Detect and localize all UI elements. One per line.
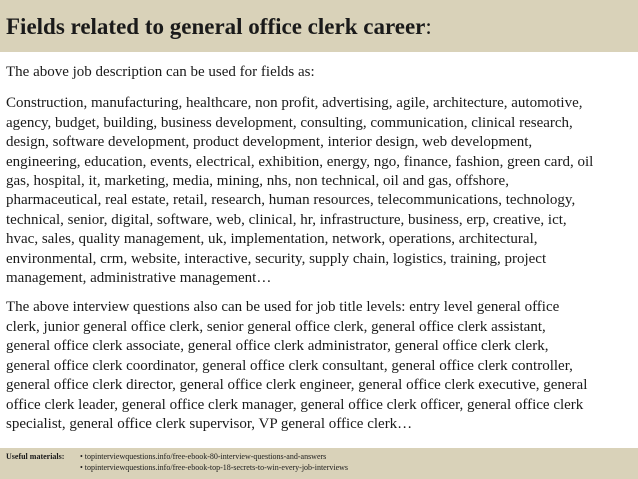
- footer-row: [6, 451, 638, 462]
- footer-link-80-questions[interactable]: • topinterviewquestions.info/free-ebook-80-interview-questions-and-answers: [80, 452, 327, 461]
- levels-line: The above interview questions also can be used for job title levels: entry level general office: [6, 299, 560, 316]
- footer-label: Useful materials:: [6, 452, 65, 461]
- fields-line: environmental, crm, website, interactive, security, supply chain, logistics, training, project: [6, 250, 547, 267]
- fields-paragraph: [6, 94, 634, 288]
- page-title: [6, 14, 638, 40]
- fields-line: agency, budget, building, business development, consulting, communication, clinical research,: [6, 114, 573, 131]
- page-title-colon: :: [425, 14, 432, 39]
- title-bar: [0, 0, 638, 52]
- fields-line: technical, senior, digital, software, web, clinical, hr, infrastructure, business, erp, creative, ict,: [6, 211, 567, 228]
- page-title-text: Fields related to general office clerk career: [6, 14, 426, 39]
- levels-line: specialist, general office clerk supervisor, VP general office clerk…: [6, 415, 413, 432]
- levels-line: office clerk leader, general office clerk manager, general office clerk officer, general office clerk: [6, 396, 584, 413]
- fields-line: gas, hospital, it, marketing, media, mining, nhs, non technical, oil and gas, offshore,: [6, 173, 509, 190]
- fields-line: hvac, sales, quality management, uk, implementation, network, operations, architectural,: [6, 231, 538, 248]
- levels-line: general office clerk associate, general office clerk administrator, general office clerk clerk,: [6, 338, 549, 355]
- footer: [0, 448, 638, 479]
- footer-row: [6, 462, 638, 473]
- levels-line: clerk, junior general office clerk, senior general office clerk, general office clerk assistant,: [6, 318, 546, 335]
- footer-label-spacer: [6, 462, 80, 473]
- fields-line: design, software development, product development, interior design, web development,: [6, 134, 533, 151]
- footer-link-18-secrets[interactable]: • topinterviewquestions.info/free-ebook-top-18-secrets-to-win-every-job-interviews: [80, 463, 349, 472]
- content: [6, 63, 634, 434]
- fields-line: pharmaceutical, real estate, retail, research, human resources, telecommunications, technology,: [6, 192, 576, 209]
- intro-text: The above job description can be used for fields as:: [6, 64, 315, 80]
- fields-line: engineering, education, events, electrical, exhibition, energy, ngo, finance, fashion, green card, oil: [6, 153, 594, 170]
- levels-line: general office clerk director, general office clerk engineer, general office clerk executive, general: [6, 377, 588, 394]
- levels-line: general office clerk coordinator, general office clerk consultant, general office clerk controller,: [6, 357, 573, 374]
- job-levels-paragraph: [6, 298, 634, 434]
- fields-line: Construction, manufacturing, healthcare, non profit, advertising, agile, architecture, automotive,: [6, 95, 583, 112]
- fields-line: management, administrative management…: [6, 270, 272, 287]
